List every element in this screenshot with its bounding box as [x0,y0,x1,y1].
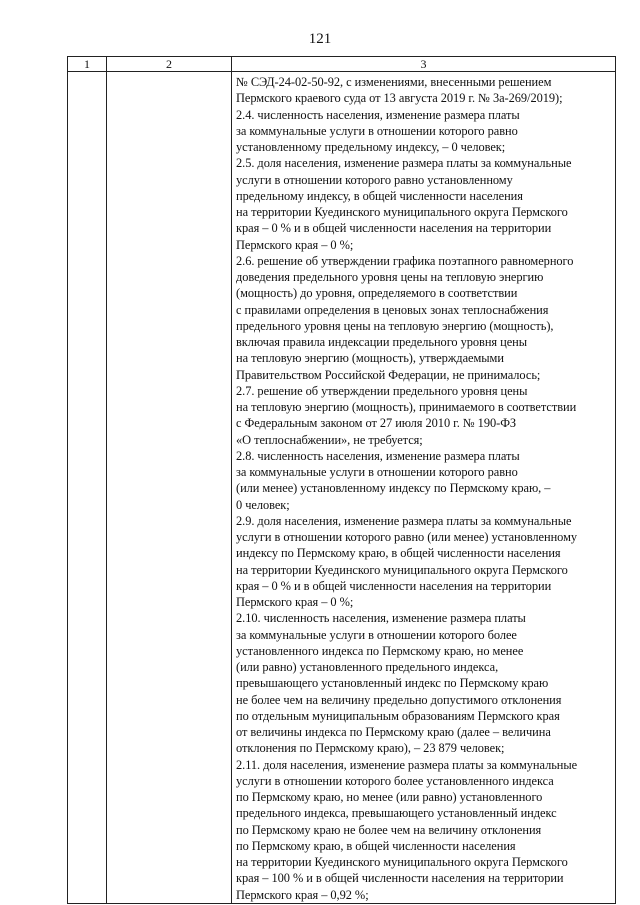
text-line: индексу по Пермскому краю, в общей численности населения [236,546,561,561]
text-line: Пермского края – 0 %; [236,595,354,609]
column-header-1: 1 [68,57,107,72]
text-line: на территории Куединского муниципального округа Пермского [236,855,568,869]
table-header-row [68,57,616,72]
text-line: (или равно) установленного предельного индекса, [236,660,499,674]
page-number: 121 [308,31,332,47]
text-line: Пермского края – 0 %; [236,237,354,252]
text-line: 2.7. решение об утверждении предельного уровня цены [236,383,528,398]
text-line: «О теплоснабжении», не требуется; [236,432,423,447]
text-line: 2.4. численность населения, изменение размера платы [236,107,520,122]
text-line: Пермского краевого суда от 13 августа 2019 г. № 3а-269/2019); [236,91,563,106]
column-header-2: 2 [107,57,232,72]
text-line: 2.6. решение об утверждении графика поэтапного равномерного [236,253,574,268]
text-line: услуги в отношении которого равно (или менее) установленному [236,530,578,544]
text-line: по Пермскому краю не более чем на величину отклонения [236,822,542,837]
text-line: 2.5. доля населения, изменение размера платы за коммунальные [236,156,572,171]
text-line: отклонения по Пермскому краю), – 23 879 человек; [236,741,505,756]
text-line: 2.9. доля населения, изменение размера платы за коммунальные [236,513,572,528]
table-row [68,72,616,904]
text-line: края – 100 % и в общей численности населения на территории [236,871,564,886]
text-line: 2.11. доля населения, изменение размера платы за коммунальные [236,757,578,772]
text-line: за коммунальные услуги в отношении которого равно [236,123,518,138]
text-line: 2.10. численность населения, изменение размера платы [236,611,526,626]
text-line: установленному предельному индексу, – 0 человек; [236,140,506,154]
text-line: доведения предельного уровня цены на тепловую энергию [236,270,544,284]
cell-col-2 [107,72,232,904]
text-line: (или менее) установленному индексу по Пермскому краю, – [236,481,551,496]
cell-col-3 [232,72,616,904]
text-line: края – 0 % и в общей численности населения на территории [236,221,552,236]
text-line: 0 человек; [236,497,290,512]
text-line: за коммунальные услуги в отношении которого равно [236,465,518,479]
text-line: не более чем на величину предельно допустимого отклонения [236,692,562,707]
cell-text [232,72,615,903]
cell-col-1 [68,72,107,904]
text-line: № СЭД-24-02-50-92, с изменениями, внесенными решением [236,75,552,89]
text-line: установленного индекса по Пермскому краю, но менее [236,643,524,658]
text-line: на тепловую энергию (мощность), принимаемого в соответствии [236,400,577,414]
text-line: с правилами определения в ценовых зонах теплоснабжения [236,302,549,317]
column-header-3: 3 [232,57,616,72]
text-line: за коммунальные услуги в отношении которого более [236,627,517,642]
text-line: предельного индекса, превышающего установленный индекс [236,806,557,821]
text-line: услуги в отношении которого более установленного индекса [236,773,554,788]
text-line: предельному индексу, в общей численности населения [236,188,523,203]
content-table [67,56,616,904]
text-line: 2.8. численность населения, изменение размера платы [236,448,520,463]
text-line: края – 0 % и в общей численности населения на территории [236,578,552,593]
text-line: Правительством Российской Федерации, не принималось; [236,367,541,382]
text-line: предельного уровня цены на тепловую энергию (мощность), [236,318,554,333]
text-line: с Федеральным законом от 27 июля 2010 г. № 190-ФЗ [236,416,517,431]
text-line: на территории Куединского муниципального округа Пермского [236,562,568,577]
text-line: на тепловую энергию (мощность), утверждаемыми [236,351,504,366]
text-line: по Пермскому краю, в общей численности населения [236,838,516,853]
text-line: по отдельным муниципальным образованиям Пермского края [236,708,560,723]
text-line: Пермского края – 0,92 %; [236,887,369,902]
text-line: на территории Куединского муниципального округа Пермского [236,205,568,219]
text-line: по Пермскому краю, но менее (или равно) установленного [236,790,543,804]
text-line: включая правила индексации предельного уровня цены [236,335,528,349]
text-line: (мощность) до уровня, определяемого в соответствии [236,286,518,301]
text-line: превышающего установленный индекс по Пермскому краю [236,676,549,691]
text-line: услуги в отношении которого равно установленному [236,172,513,187]
text-line: от величины индекса по Пермскому краю (далее – величина [236,725,551,739]
